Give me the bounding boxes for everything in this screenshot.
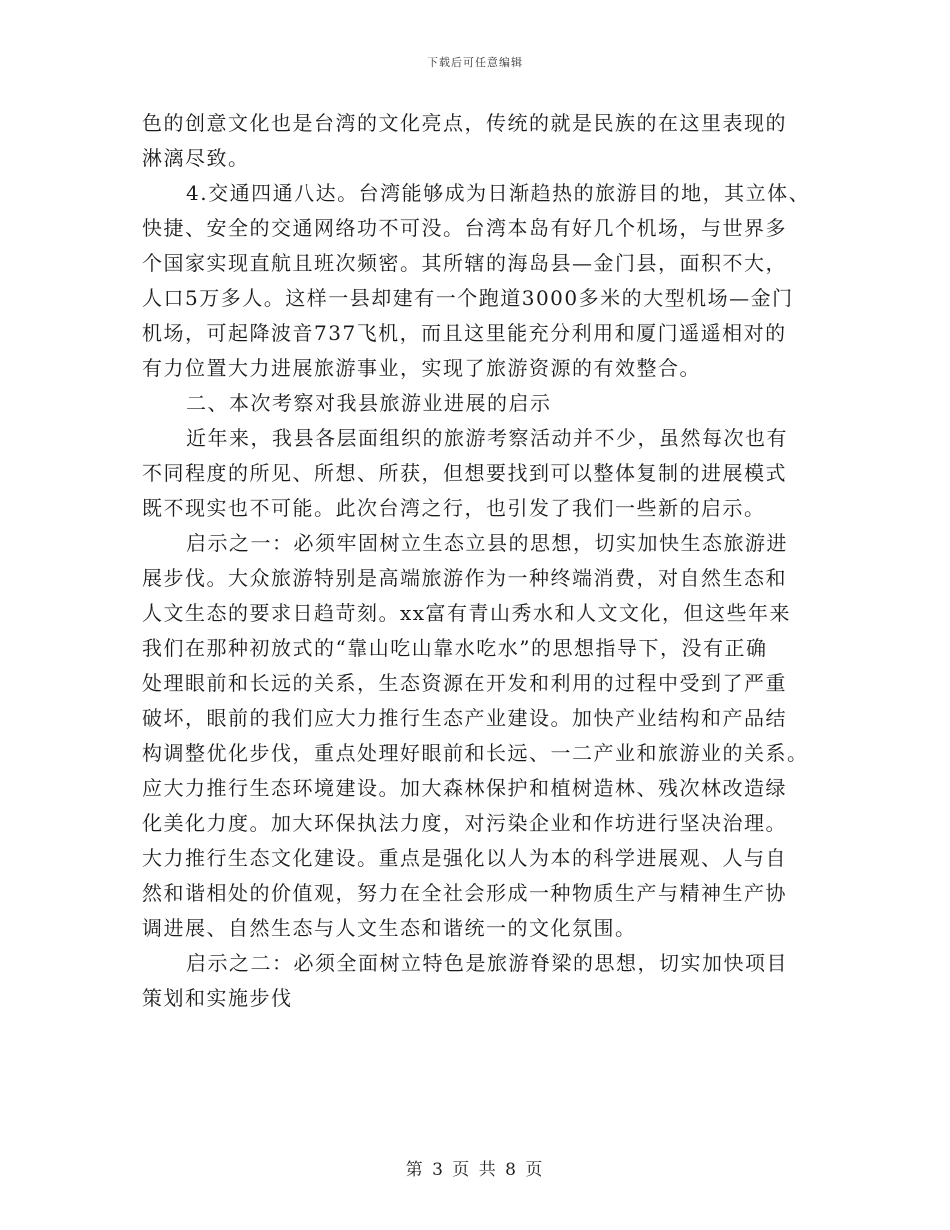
text-line: 策划和实施步伐 — [142, 986, 293, 1010]
text-line: 化美化力度。加大环保执法力度，对污染企业和作坊进行坚决治理。 — [142, 811, 787, 835]
text-line: 展步伐。大众旅游特别是高端旅游作为一种终端消费，对自然生态和 — [142, 566, 787, 590]
text-line: 近年来，我县各层面组织的旅游考察活动并不少，虽然每次也有 — [186, 426, 788, 450]
body-text — [142, 106, 814, 1016]
text-line: 人口5万多人。这样一县却建有一个跑道3000多米的大型机场—金门 — [142, 286, 794, 310]
page-footer: 第 3 页 共 8 页 — [405, 1160, 545, 1180]
text-line: 处理眼前和长远的关系，生态资源在开发和利用的过程中受到了严重 — [142, 671, 787, 695]
text-line: 应大力推行生态环境建设。加大森林保护和植树造林、残次林改造绿 — [142, 776, 787, 800]
text-line: 启示之一：必须牢固树立生态立县的思想，切实加快生态旅游进 — [186, 531, 788, 555]
text-line: 破坏，眼前的我们应大力推行生态产业建设。加快产业结构和产品结 — [142, 706, 787, 730]
text-line: 二、本次考察对我县旅游业进展的启示 — [186, 391, 552, 415]
text-line: 有力位置大力进展旅游事业，实现了旅游资源的有效整合。 — [142, 356, 701, 380]
text-line: 机场，可起降波音737飞机，而且这里能充分利用和厦门遥遥相对的 — [142, 321, 787, 345]
text-line: 我们在那种初放式的“靠山吃山靠水吃水”的思想指导下，没有正确 — [142, 636, 768, 660]
text-line: 淋漓尽致。 — [142, 146, 250, 170]
text-line: 构调整优化步伐，重点处理好眼前和长远、一二产业和旅游业的关系。 — [142, 741, 809, 765]
text-line: 色的创意文化也是台湾的文化亮点，传统的就是民族的在这里表现的 — [142, 111, 787, 135]
text-line: 不同程度的所见、所想、所获，但想要找到可以整体复制的进展模式 — [142, 461, 787, 485]
text-line: 既不现实也不可能。此次台湾之行，也引发了我们一些新的启示。 — [142, 496, 766, 520]
text-line: 调进展、自然生态与人文生态和谐统一的文化氛围。 — [142, 916, 637, 940]
text-line: 启示之二：必须全面树立特色是旅游脊梁的思想，切实加快项目 — [186, 951, 788, 975]
text-line: 4.交通四通八达。台湾能够成为日渐趋热的旅游目的地，其立体、 — [186, 181, 811, 205]
page-header: 下载后可任意编辑 — [427, 56, 523, 69]
text-line: 快捷、安全的交通网络功不可没。台湾本岛有好几个机场，与世界多 — [142, 216, 787, 240]
text-line: 大力推行生态文化建设。重点是强化以人为本的科学进展观、人与自 — [142, 846, 787, 870]
text-line: 个国家实现直航且班次频密。其所辖的海岛县—金门县，面积不大， — [142, 251, 787, 275]
text-line: 人文生态的要求日趋苛刻。xx富有青山秀水和人文文化，但这些年来 — [142, 601, 792, 625]
text-line: 然和谐相处的价值观，努力在全社会形成一种物质生产与精神生产协 — [142, 881, 787, 905]
